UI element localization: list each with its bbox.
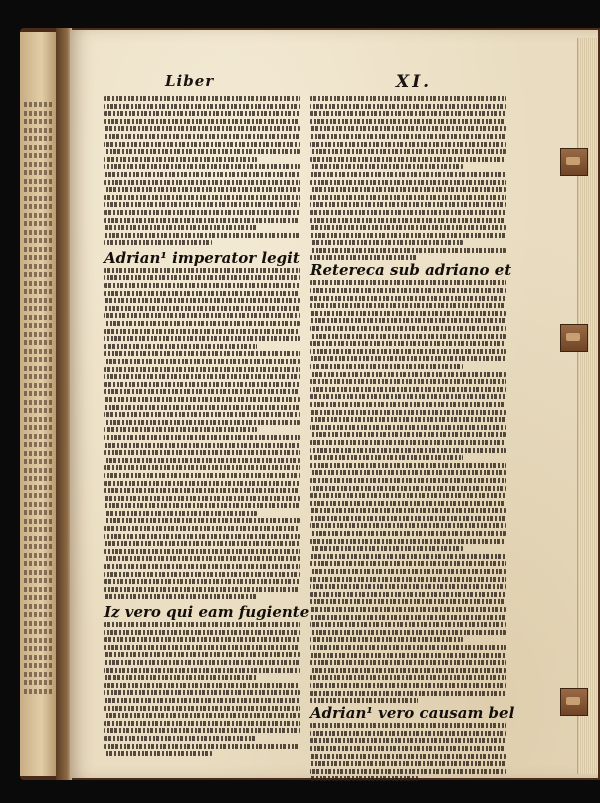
text-line — [104, 268, 300, 273]
text-line — [310, 164, 463, 169]
text-fragment — [24, 136, 52, 141]
text-line — [104, 275, 300, 280]
text-fragment — [24, 476, 52, 481]
text-line — [104, 283, 300, 288]
text-line — [104, 556, 300, 561]
text-line — [104, 195, 300, 200]
text-fragment — [24, 230, 52, 235]
text-line — [310, 501, 506, 506]
text-fragment — [24, 221, 52, 226]
text-line — [310, 225, 506, 230]
text-fragment — [24, 281, 52, 286]
text-line — [310, 104, 506, 109]
section-heading: Iz vero qui eam fugiente — [104, 603, 310, 621]
text-line — [104, 594, 257, 599]
text-line — [310, 255, 418, 260]
text-line — [310, 486, 506, 491]
text-line — [310, 349, 506, 354]
text-line — [104, 713, 300, 718]
text-fragment — [24, 672, 52, 677]
text-line — [104, 389, 300, 394]
text-fragment — [24, 502, 52, 507]
text-fragment — [24, 238, 52, 243]
text-fragment — [24, 255, 52, 260]
text-line — [104, 488, 300, 493]
text-fragment — [24, 391, 52, 396]
text-line — [310, 111, 506, 116]
text-fragment — [24, 170, 52, 175]
text-line — [104, 645, 300, 650]
text-line — [310, 119, 506, 124]
text-fragment — [24, 434, 52, 439]
text-fragment — [24, 578, 52, 583]
text-line — [310, 577, 506, 582]
text-line — [310, 318, 506, 323]
text-fragment — [24, 374, 52, 379]
text-line — [104, 564, 300, 569]
text-line — [104, 240, 212, 245]
text-line — [310, 134, 506, 139]
text-line — [310, 776, 418, 781]
text-line — [104, 412, 300, 417]
text-line — [104, 534, 300, 539]
text-line — [104, 298, 300, 303]
text-line — [104, 172, 300, 177]
text-line — [310, 683, 506, 688]
text-line — [310, 96, 506, 101]
text-line — [104, 111, 300, 116]
text-fragment — [24, 587, 52, 592]
text-line — [104, 526, 300, 531]
text-line — [104, 706, 300, 711]
text-fragment — [24, 417, 52, 422]
text-line — [104, 511, 257, 516]
text-line — [310, 364, 463, 369]
text-line — [104, 397, 300, 402]
text-line — [104, 728, 300, 733]
text-fragment — [24, 349, 52, 354]
text-fragment — [24, 680, 52, 685]
text-line — [310, 546, 463, 551]
text-line — [310, 210, 506, 215]
text-fragment — [24, 570, 52, 575]
text-fragment — [24, 595, 52, 600]
text-line — [104, 202, 300, 207]
text-line — [310, 675, 506, 680]
text-line — [104, 382, 300, 387]
text-fragment — [24, 655, 52, 660]
heading-block — [104, 602, 310, 622]
text-line — [104, 225, 257, 230]
text-line — [104, 306, 300, 311]
text-fragment — [24, 187, 52, 192]
text-fragment — [24, 357, 52, 362]
text-line — [104, 736, 257, 741]
text-line — [104, 572, 300, 577]
text-line — [104, 503, 300, 508]
section-heading: Adrian¹ imperator legit — [104, 248, 300, 267]
text-line — [310, 470, 506, 475]
heading-block — [104, 248, 300, 268]
text-line — [104, 435, 300, 440]
text-line — [104, 291, 300, 296]
text-fragment — [24, 306, 52, 311]
text-line — [310, 410, 506, 415]
text-line — [104, 157, 257, 162]
page — [70, 30, 598, 778]
text-line — [104, 481, 300, 486]
text-line — [310, 296, 506, 301]
text-line — [104, 149, 300, 154]
text-line — [310, 417, 506, 422]
text-line — [310, 698, 418, 703]
text-line — [104, 313, 300, 318]
text-fragment — [24, 119, 52, 124]
text-line — [104, 180, 300, 185]
text-fragment — [24, 179, 52, 184]
text-line — [104, 427, 257, 432]
text-fragment — [24, 663, 52, 668]
text-fragment — [24, 340, 52, 345]
text-line — [104, 660, 300, 665]
text-fragment — [24, 561, 52, 566]
text-line — [310, 637, 463, 642]
text-line — [310, 126, 506, 131]
text-fragment — [24, 425, 52, 430]
text-line — [310, 463, 506, 468]
text-line — [310, 761, 506, 766]
text-line — [104, 690, 300, 695]
text-line — [310, 746, 506, 751]
text-fragment — [24, 604, 52, 609]
text-line — [104, 473, 300, 478]
text-line — [310, 157, 506, 162]
text-line — [104, 587, 300, 592]
text-line — [104, 420, 300, 425]
text-line — [104, 134, 300, 139]
text-line — [104, 405, 300, 410]
text-line — [104, 210, 300, 215]
text-line — [310, 668, 506, 673]
text-line — [104, 541, 300, 546]
text-line — [310, 172, 506, 177]
text-line — [310, 569, 506, 574]
text-fragment — [24, 400, 52, 405]
text-fragment — [24, 272, 52, 277]
text-fragment — [24, 621, 52, 626]
text-line — [104, 622, 300, 627]
text-line — [310, 425, 506, 430]
text-line — [310, 615, 506, 620]
text-line — [310, 531, 506, 536]
running-head-right: XI. — [396, 72, 433, 92]
text-line — [310, 394, 506, 399]
text-fragment — [24, 298, 52, 303]
text-line — [104, 351, 300, 356]
section-heading: Retereca sub adriano et — [310, 261, 512, 280]
text-line — [310, 379, 506, 384]
text-line — [310, 180, 506, 185]
text-line — [310, 691, 506, 696]
text-line — [310, 561, 506, 566]
text-line — [310, 599, 506, 604]
text-fragment — [24, 111, 52, 116]
clasp-strap — [560, 688, 588, 716]
text-line — [310, 653, 506, 658]
text-line — [310, 584, 506, 589]
text-fragment — [24, 527, 52, 532]
text-line — [104, 652, 300, 657]
text-line — [310, 311, 506, 316]
text-fragment — [24, 323, 52, 328]
text-fragment — [24, 264, 52, 269]
text-line — [104, 751, 212, 756]
text-line — [104, 721, 300, 726]
text-line — [310, 516, 506, 521]
text-fragment — [24, 638, 52, 643]
text-line — [310, 448, 506, 453]
text-fragment — [24, 408, 52, 413]
text-fragment — [24, 689, 52, 694]
text-fragment — [24, 366, 52, 371]
text-line — [104, 458, 300, 463]
text-line — [310, 334, 506, 339]
text-line — [104, 119, 300, 124]
text-line — [104, 668, 300, 673]
text-fragment — [24, 493, 52, 498]
text-line — [310, 248, 506, 253]
text-line — [104, 321, 300, 326]
text-line — [310, 523, 506, 528]
text-fragment — [24, 383, 52, 388]
text-fragment — [24, 315, 52, 320]
text-line — [104, 675, 257, 680]
text-line — [310, 303, 506, 308]
text-line — [310, 592, 506, 597]
text-line — [310, 645, 506, 650]
text-line — [104, 367, 300, 372]
text-line — [310, 149, 506, 154]
text-line — [104, 126, 300, 131]
text-line — [104, 450, 300, 455]
text-line — [104, 496, 300, 501]
text-line — [310, 630, 506, 635]
text-line — [310, 326, 506, 331]
text-line — [310, 738, 506, 743]
text-line — [310, 432, 506, 437]
text-fragment — [24, 442, 52, 447]
text-line — [310, 723, 506, 728]
text-line — [310, 402, 506, 407]
text-line — [310, 240, 463, 245]
text-line — [310, 478, 506, 483]
text-fragment — [24, 536, 52, 541]
text-line — [104, 465, 300, 470]
text-line — [310, 539, 506, 544]
text-line — [104, 96, 300, 101]
text-line — [310, 622, 506, 627]
text-fragment — [24, 204, 52, 209]
text-line — [310, 218, 506, 223]
running-head-left: Liber — [165, 72, 215, 90]
text-line — [104, 518, 300, 523]
text-line — [104, 187, 300, 192]
text-line — [310, 280, 506, 285]
text-line — [104, 637, 300, 642]
text-line — [104, 164, 300, 169]
column-right — [310, 96, 515, 784]
text-fragment — [24, 553, 52, 558]
text-line — [104, 359, 300, 364]
text-line — [310, 754, 506, 759]
text-line — [310, 341, 506, 346]
text-line — [104, 336, 300, 341]
text-fragment — [24, 145, 52, 150]
text-line — [310, 769, 506, 774]
text-line — [104, 218, 300, 223]
text-fragment — [24, 213, 52, 218]
text-fragment — [24, 289, 52, 294]
clasp-strap — [560, 324, 588, 352]
text-line — [310, 195, 506, 200]
text-fragment — [24, 646, 52, 651]
text-line — [310, 493, 506, 498]
text-fragment — [24, 459, 52, 464]
text-fragment — [24, 102, 52, 107]
text-fragment — [24, 510, 52, 515]
text-fragment — [24, 162, 52, 167]
text-line — [104, 142, 300, 147]
text-line — [310, 660, 506, 665]
text-line — [104, 683, 300, 688]
text-line — [310, 440, 506, 445]
text-line — [310, 142, 506, 147]
text-line — [104, 698, 300, 703]
text-line — [310, 372, 506, 377]
left-page-edge — [20, 32, 56, 776]
text-fragment — [24, 629, 52, 634]
text-fragment — [24, 544, 52, 549]
text-fragment — [24, 332, 52, 337]
text-fragment — [24, 128, 52, 133]
book — [20, 28, 600, 780]
text-line — [104, 374, 300, 379]
text-line — [104, 104, 300, 109]
text-line — [104, 579, 300, 584]
text-fragment — [24, 196, 52, 201]
text-line — [104, 744, 300, 749]
text-line — [104, 443, 300, 448]
text-line — [310, 288, 506, 293]
text-line — [310, 387, 506, 392]
text-line — [310, 356, 506, 361]
text-fragment — [24, 247, 52, 252]
text-line — [104, 344, 257, 349]
text-line — [310, 607, 506, 612]
text-line — [104, 549, 300, 554]
text-line — [310, 554, 506, 559]
text-line — [104, 329, 300, 334]
text-line — [104, 630, 300, 635]
text-line — [310, 455, 463, 460]
clasp-strap — [560, 148, 588, 176]
text-fragment — [24, 485, 52, 490]
text-fragment — [24, 612, 52, 617]
text-fragment — [24, 451, 52, 456]
text-line — [310, 233, 506, 238]
column-left — [104, 96, 310, 759]
section-heading: Adrian¹ vero causam bel — [310, 704, 515, 723]
text-fragment — [24, 468, 52, 473]
text-fragment — [24, 153, 52, 158]
text-line — [310, 731, 506, 736]
text-line — [104, 233, 300, 238]
text-fragment — [24, 519, 52, 524]
text-line — [310, 202, 506, 207]
text-line — [310, 508, 506, 513]
text-line — [310, 187, 506, 192]
